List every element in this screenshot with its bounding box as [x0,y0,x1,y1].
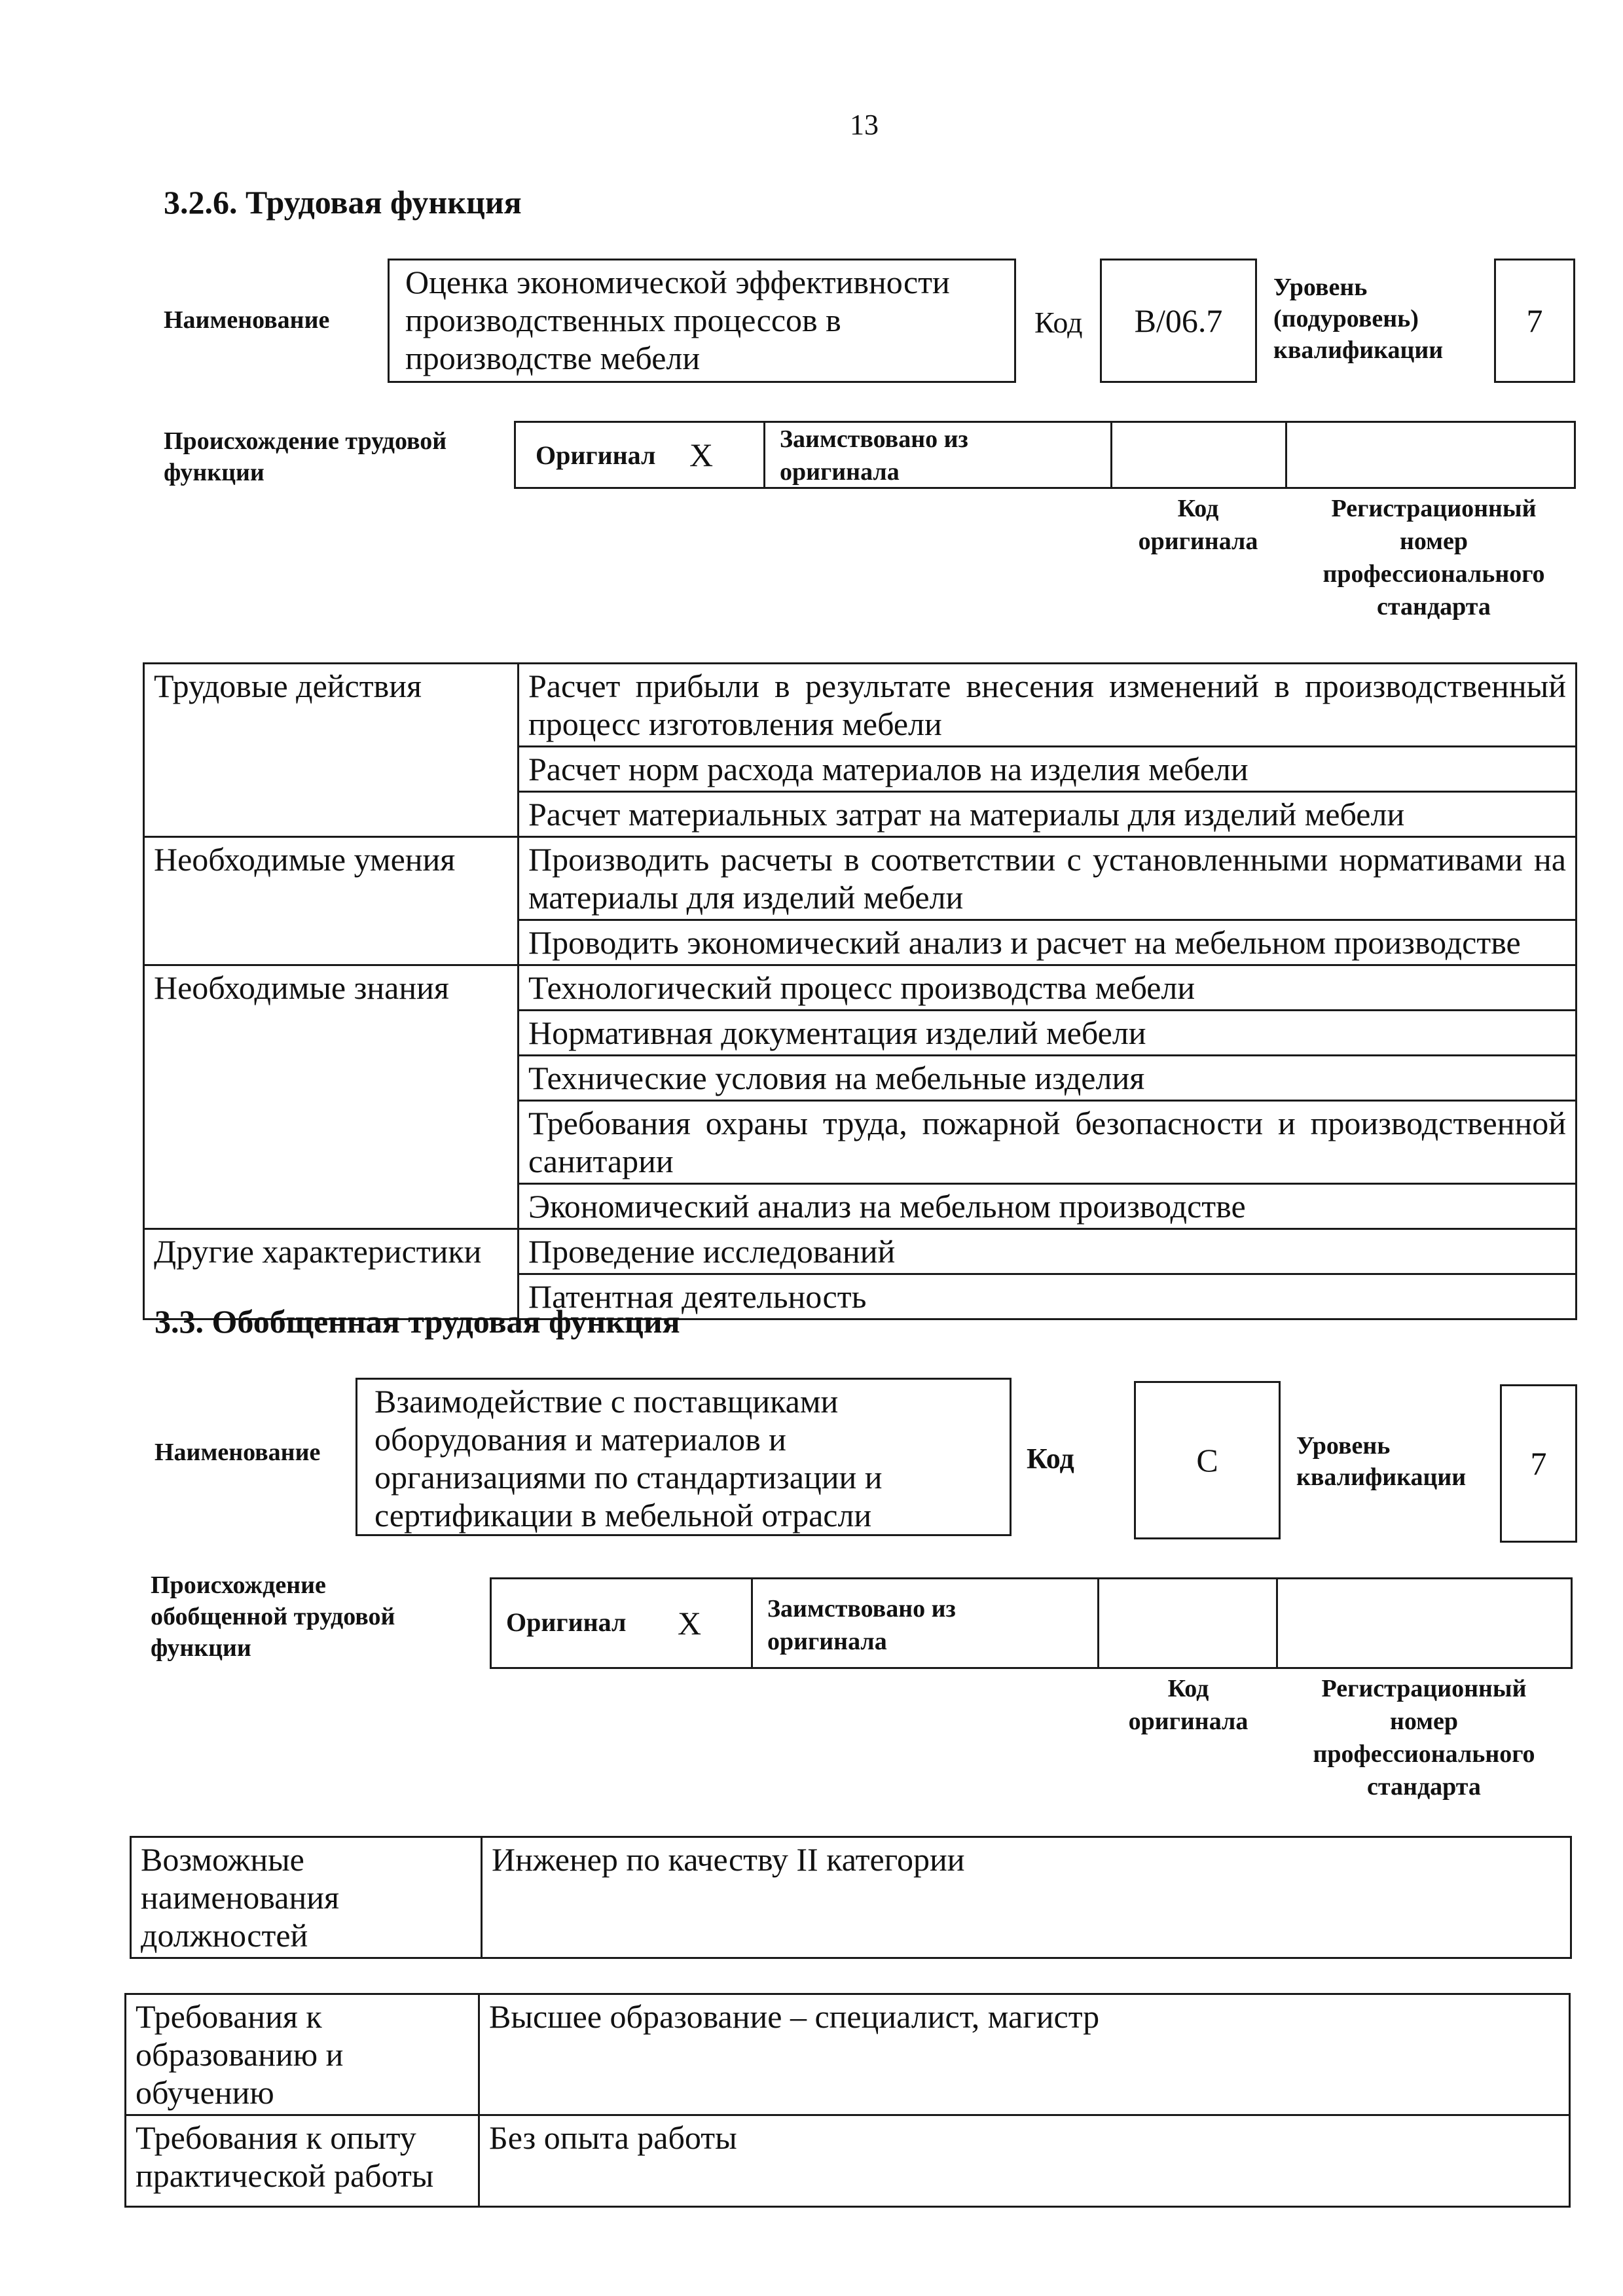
item-cell: Технологический процесс производства мебели [519,965,1577,1011]
origin-original-cell-2 [492,1579,753,1667]
generalized-name-value: Взаимодействие с поставщиками оборудования и материалов и организациями по стандартизации и сертификации в мебельной отрасли [374,1383,883,1534]
level-box-2 [1500,1384,1577,1543]
generalized-name-box [356,1378,1012,1536]
function-details-table [143,662,1577,1320]
item-cell: Проведение исследований [519,1229,1577,1274]
positions-label: Возможные наименования должностей [131,1837,482,1958]
positions-table [130,1836,1572,1959]
origin-table [514,421,1576,489]
table-row [126,2115,1570,2207]
code-original-caption-2: Код оригинала [1128,1675,1249,1735]
item-cell: Технические условия на мебельные изделия [519,1056,1577,1101]
education-label: Требования к образованию и обучению [126,1994,479,2115]
item-cell: Патентная деятельность [519,1274,1577,1319]
level-value: 7 [1526,302,1543,339]
code-box [1100,259,1257,383]
name-label: Наименование [164,306,330,334]
origin-reg-cell [1287,423,1574,487]
origin-code-cell [1112,423,1287,487]
item-cell: Расчет норм расхода материалов на изделия мебели [519,747,1577,792]
borrowed-label-2: Заимствовано из оригинала [767,1595,956,1655]
category-cell: Другие характеристики [144,1229,519,1319]
item-cell: Расчет прибыли в результате внесения изменений в производственный процесс изготовления мебели [519,664,1577,747]
code-label: Код [1034,306,1083,339]
origin-label-2: Происхождение обобщенной трудовой функции [151,1571,395,1662]
function-name-value: Оценка экономической эффективности производственных процессов в производстве мебели [405,264,950,376]
item-cell: Нормативная документация изделий мебели [519,1011,1577,1056]
table-row [144,1229,1577,1274]
origin-code-cell-2 [1099,1579,1278,1667]
original-label: Оригинал [536,440,656,470]
page-number: 13 [850,109,879,141]
reg-number-caption-2: Регистрационный номер профессионального стандарта [1313,1675,1535,1801]
item-cell: Расчет материальных затрат на материалы для изделий мебели [519,792,1577,837]
origin-original-cell [516,423,765,487]
code-value: B/06.7 [1134,302,1223,339]
positions-value: Инженер по качеству II категории [482,1837,1571,1958]
table-row [131,1837,1571,1958]
origin-borrowed-cell-2 [753,1579,1099,1667]
section-heading-3-2-6: 3.2.6. Трудовая функция [164,184,522,221]
name-label-2: Наименование [155,1439,321,1466]
section-heading-3-3: 3.3. Обобщенная трудовая функция [155,1303,680,1340]
code-box-2 [1134,1381,1281,1539]
education-value: Высшее образование – специалист, магистр [479,1994,1570,2115]
origin-table-2 [490,1577,1573,1669]
original-mark-2: X [678,1605,702,1641]
item-cell: Требования охраны труда, пожарной безопасности и производственной санитарии [519,1101,1577,1184]
level-box [1494,259,1575,383]
origin-label: Происхождение трудовой функции [164,427,447,486]
origin-reg-cell-2 [1278,1579,1571,1667]
original-mark: X [689,437,714,473]
requirements-table [124,1993,1571,2208]
original-label-2: Оригинал [506,1607,627,1637]
code-value-2: С [1196,1442,1218,1479]
item-cell: Экономический анализ на мебельном производстве [519,1184,1577,1229]
category-cell: Трудовые действия [144,664,519,837]
function-name-box [388,259,1016,383]
experience-label: Требования к опыту практической работы [126,2115,479,2207]
table-row [144,837,1577,920]
table-row [144,664,1577,747]
origin-borrowed-cell [765,423,1112,487]
level-label-2: Уровень квалификации [1296,1432,1467,1491]
table-row [126,1994,1570,2115]
borrowed-label: Заимствовано из оригинала [780,425,968,486]
category-cell: Необходимые умения [144,837,519,965]
reg-number-caption: Регистрационный номер профессионального стандарта [1322,495,1545,620]
category-cell: Необходимые знания [144,965,519,1229]
code-label-2: Код [1027,1443,1074,1475]
item-cell: Проводить экономический анализ и расчет на мебельном производстве [519,920,1577,965]
experience-value: Без опыта работы [479,2115,1570,2207]
code-original-caption: Код оригинала [1138,495,1258,555]
level-label: Уровень (подуровень) квалификации [1273,274,1444,364]
table-row [144,965,1577,1011]
item-cell: Производить расчеты в соответствии с установленными нормативами на материалы для изделий мебели [519,837,1577,920]
level-value-2: 7 [1530,1445,1547,1482]
